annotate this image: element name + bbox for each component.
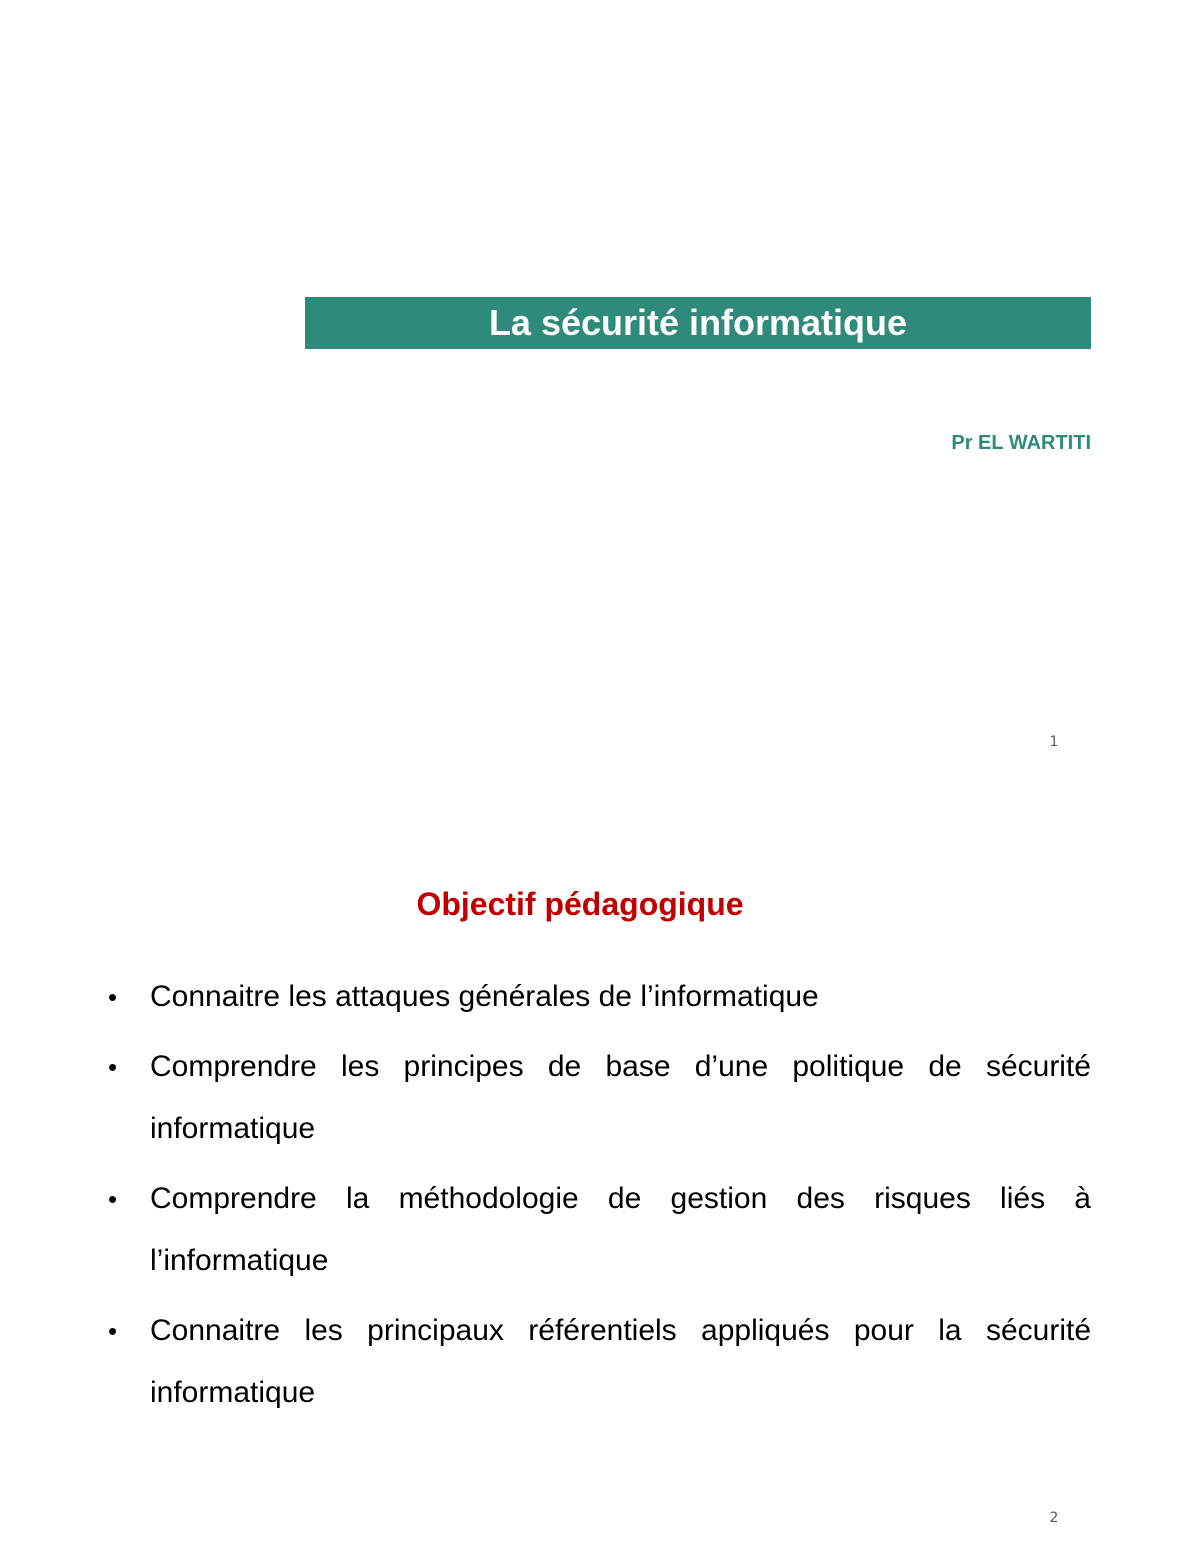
objective-text: Connaitre les attaques générales de l’informatique	[150, 980, 819, 1013]
objective-item	[105, 1168, 1091, 1292]
page-number: 1	[1049, 734, 1059, 750]
objective-item	[105, 966, 1091, 1028]
objectives-list	[105, 966, 1091, 1432]
bullet-icon: •	[108, 1052, 118, 1082]
bullet-icon: •	[108, 1184, 118, 1214]
slide-2	[0, 776, 1200, 1553]
page-number: 2	[1049, 1510, 1059, 1526]
objective-text: Connaitre les principaux référentiels appliqués pour la sécurité informatique	[150, 1314, 1091, 1409]
objective-item	[105, 1036, 1091, 1160]
objective-item	[105, 1300, 1091, 1424]
slide-title: La sécurité informatique	[488, 302, 908, 343]
objective-text: Comprendre les principes de base d’une politique de sécurité informatique	[150, 1050, 1091, 1145]
objectives-heading: Objectif pédagogique	[416, 886, 744, 922]
title-banner	[305, 297, 1091, 349]
author-name: Pr EL WARTITI	[951, 432, 1091, 454]
bullet-icon: •	[108, 1316, 118, 1346]
slide-1	[0, 0, 1200, 776]
objective-text: Comprendre la méthodologie de gestion des risques liés à l’informatique	[150, 1182, 1091, 1277]
bullet-icon: •	[108, 982, 118, 1012]
